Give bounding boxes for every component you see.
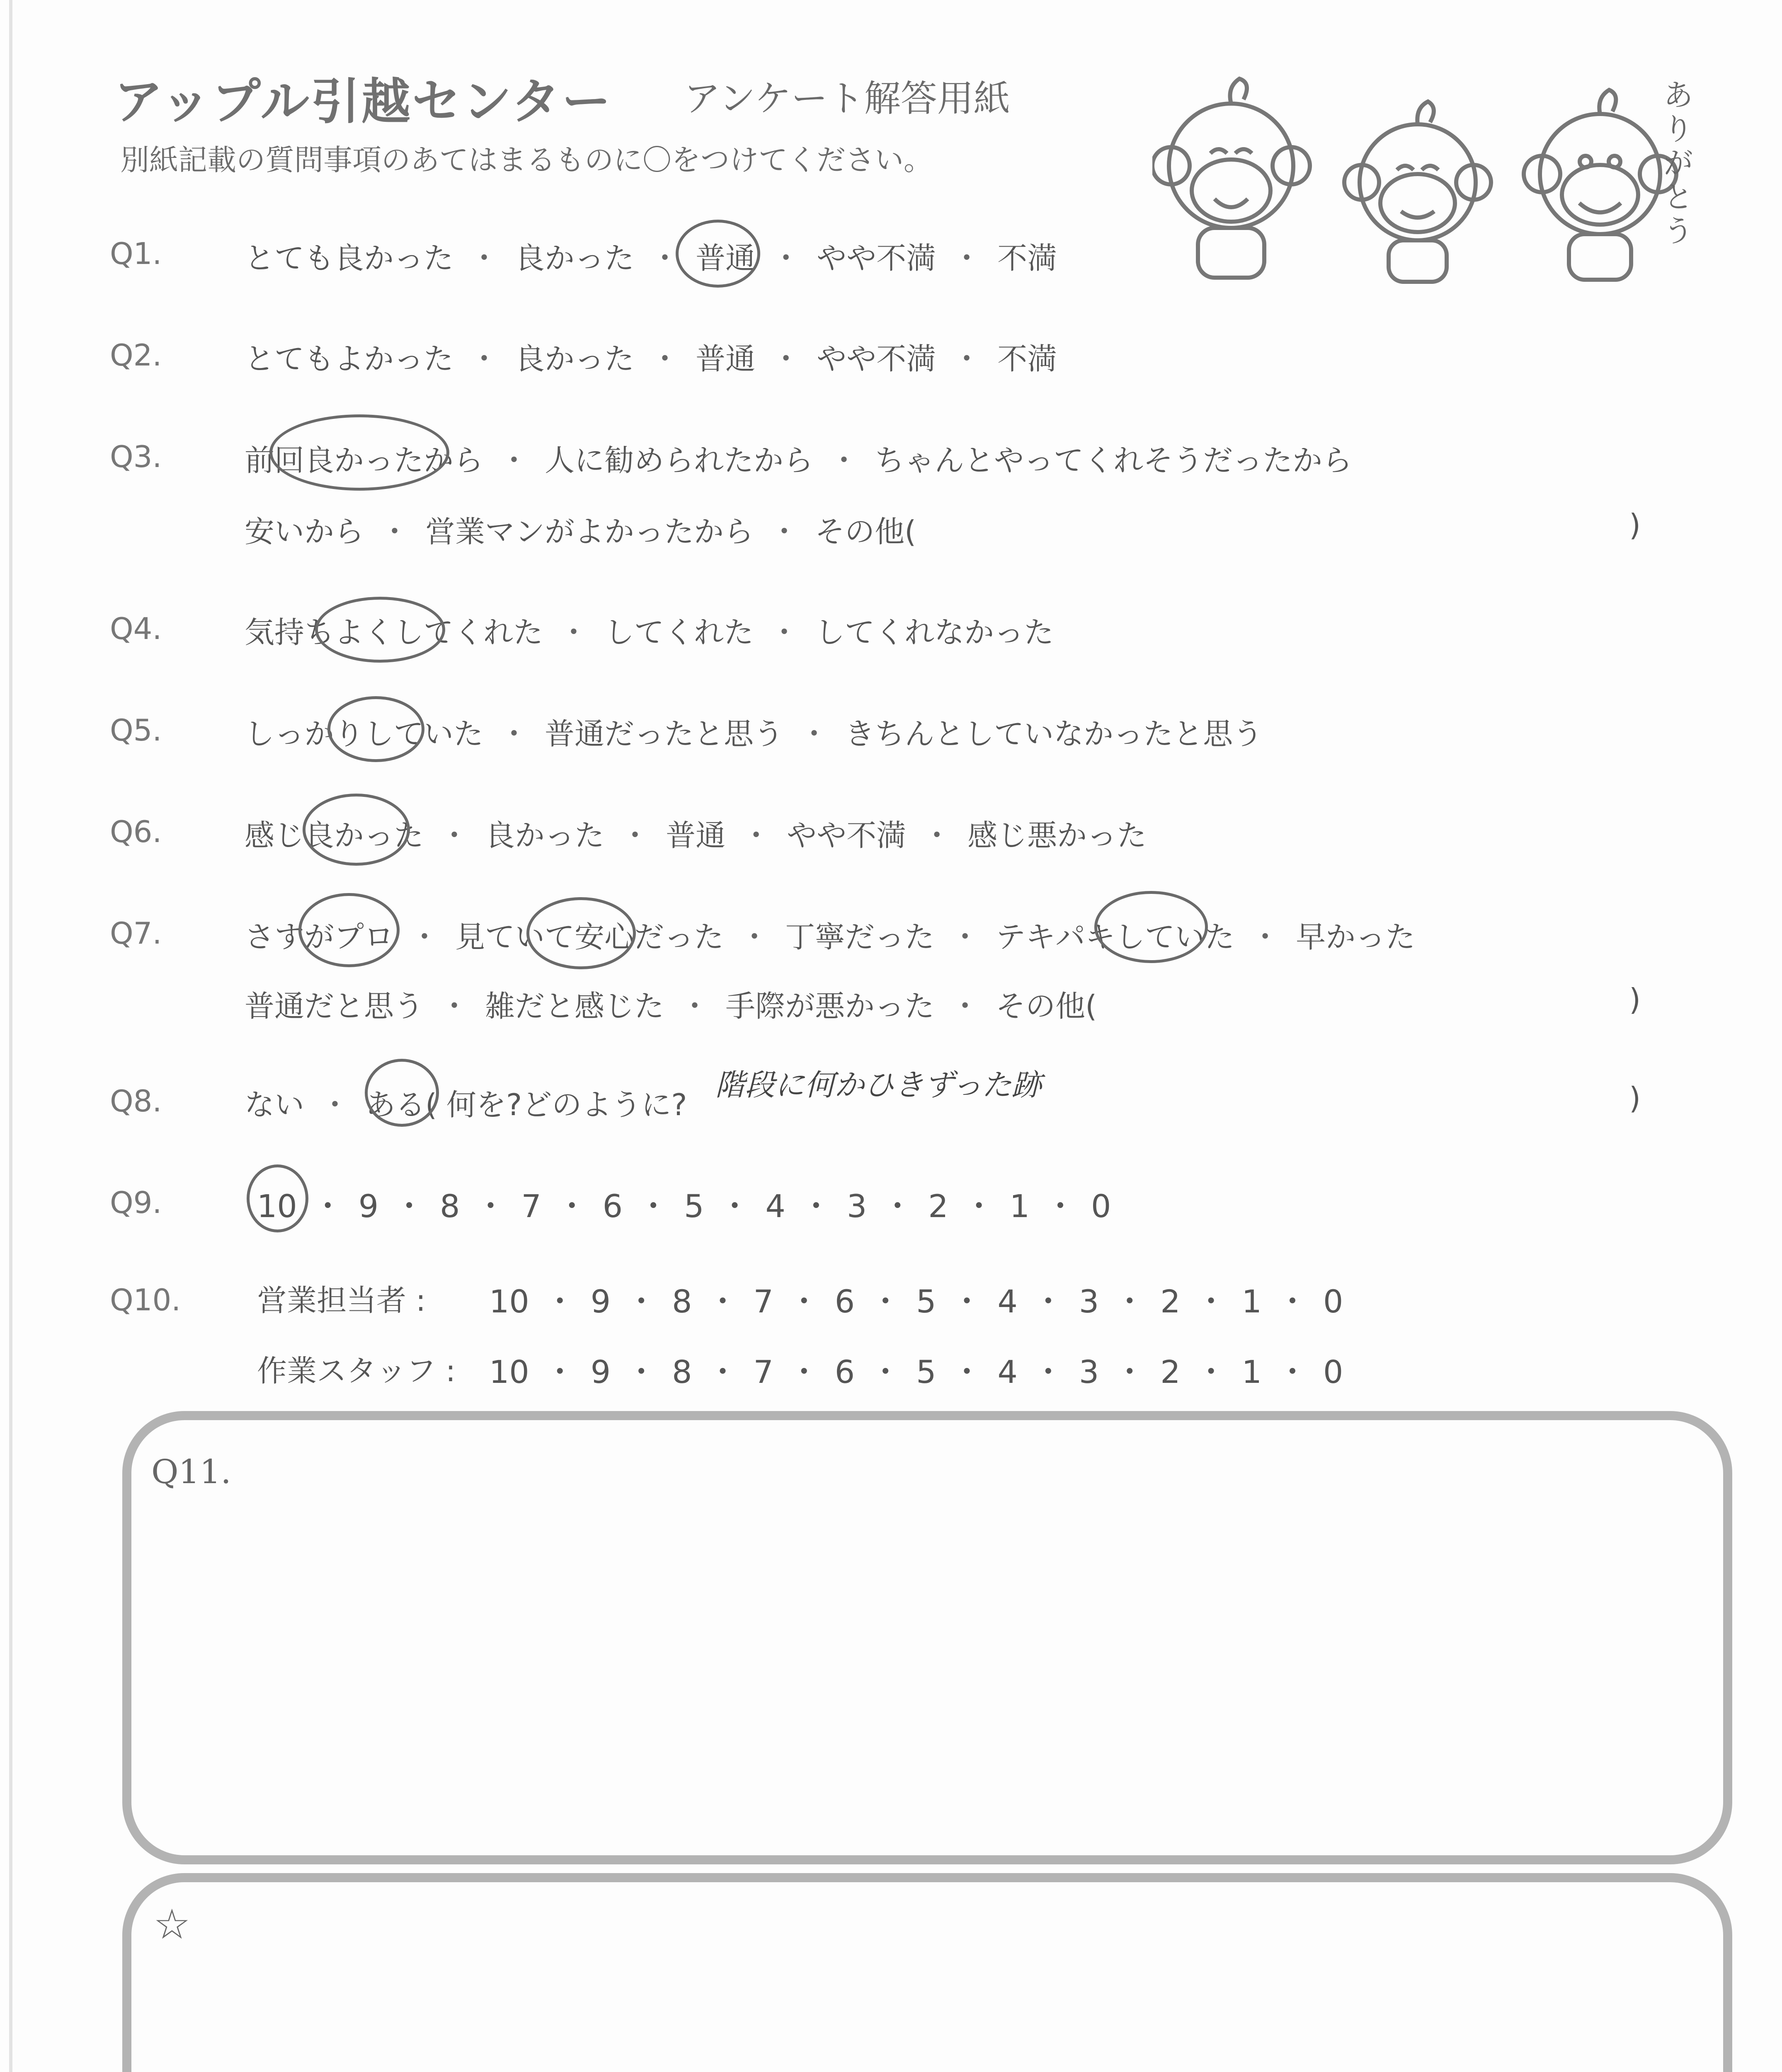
q5-label: Q5.	[110, 713, 162, 748]
option[interactable]: しっかりしていた	[245, 716, 484, 751]
q4-label: Q4.	[110, 611, 162, 646]
option[interactable]: 安いから	[245, 514, 364, 549]
scale-7[interactable]: 7	[753, 1283, 773, 1320]
selection-circle	[303, 794, 410, 866]
option[interactable]: とてもよかった	[245, 341, 454, 376]
close-paren: )	[1629, 1081, 1641, 1116]
scale-4[interactable]: 4	[997, 1283, 1018, 1320]
selection-circle	[327, 696, 424, 762]
scale-4[interactable]: 4	[765, 1188, 786, 1225]
scale-1[interactable]: 1	[1241, 1353, 1262, 1390]
close-paren: )	[1629, 508, 1641, 542]
scale-5[interactable]: 5	[916, 1283, 936, 1320]
monkey-mascots-illustration	[1152, 70, 1700, 286]
q7-options-line2: 普通だと思う ・ 雑だと感じた ・ 手際が悪かった ・ その他(	[245, 982, 1097, 1025]
scale-2[interactable]: 2	[1160, 1353, 1181, 1390]
thanks-text: ありがとう	[1658, 79, 1694, 249]
selection-circle	[298, 893, 400, 967]
selection-circle	[247, 1164, 308, 1232]
selection-circle	[365, 1059, 439, 1127]
scale-5[interactable]: 5	[916, 1353, 936, 1390]
q5-options: しっかりしていた ・ 普通だったと思う ・ きちんとしていなかったと思う	[245, 710, 1263, 753]
q11-comment-box[interactable]	[122, 1411, 1732, 1864]
option[interactable]: 普通	[666, 818, 726, 853]
monkey-mascot-left-icon	[1152, 79, 1310, 278]
option[interactable]: 営業マンがよかったから	[425, 514, 754, 549]
option[interactable]: やや不満	[817, 241, 936, 276]
q2-label: Q2.	[110, 338, 162, 373]
selection-circle	[315, 597, 445, 663]
q10-staff-scale: 10 ・ 9 ・ 8 ・ 7 ・ 6 ・ 5 ・ 4 ・ 3 ・ 2 ・ 1 ・ 0	[489, 1353, 1343, 1390]
q3-label: Q3.	[110, 439, 162, 474]
selection-circle	[526, 897, 636, 969]
close-paren: )	[1629, 982, 1641, 1017]
scale-6[interactable]: 6	[834, 1353, 855, 1390]
instruction-text: 別紙記載の質問事項のあてはまるものに〇をつけてください。	[120, 143, 933, 177]
option[interactable]: 気持ちよくしてくれた	[245, 615, 543, 650]
option[interactable]: やや不満	[787, 818, 907, 853]
scale-4[interactable]: 4	[997, 1353, 1018, 1390]
option[interactable]: 感じ良かった	[245, 818, 424, 853]
option[interactable]: 普通	[696, 241, 756, 276]
q8-label: Q8.	[110, 1084, 162, 1118]
q4-options: 気持ちよくしてくれた ・ してくれた ・ してくれなかった	[245, 608, 1054, 651]
option[interactable]: 良かった	[515, 241, 635, 276]
form-subtitle: アンケート解答用紙	[684, 77, 1010, 120]
option[interactable]: 前回良かったから	[245, 443, 484, 478]
q3-options-line2: 安いから ・ 営業マンがよかったから ・ その他(	[245, 508, 916, 551]
option[interactable]: その他(	[996, 989, 1097, 1024]
q10-sales-scale: 10 ・ 9 ・ 8 ・ 7 ・ 6 ・ 5 ・ 4 ・ 3 ・ 2 ・ 1 ・ 0	[489, 1283, 1343, 1320]
option[interactable]: 良かった	[515, 341, 635, 376]
q11-label: Q11.	[151, 1452, 231, 1491]
scale-2[interactable]: 2	[1160, 1283, 1181, 1320]
option[interactable]: ある( 何を?どのように?	[366, 1087, 687, 1122]
option[interactable]: きちんとしていなかったと思う	[845, 716, 1263, 751]
q1-label: Q1.	[110, 236, 162, 271]
option[interactable]: その他(	[815, 514, 916, 549]
option[interactable]: 良かった	[485, 818, 605, 853]
q8-handwritten-answer: 階段に何かひきずった跡	[715, 1067, 1042, 1102]
q6-label: Q6.	[110, 814, 162, 849]
option[interactable]: やや不満	[817, 341, 936, 376]
q7-options-line1: さすがプロ ・ 見ていて安心だった ・ 丁寧だった ・ テキパキしていた ・ 早かった	[245, 913, 1415, 956]
q7-label: Q7.	[110, 916, 162, 951]
q6-options: 感じ良かった ・ 良かった ・ 普通 ・ やや不満 ・ 感じ悪かった	[245, 811, 1147, 854]
option[interactable]: 人に勧められたから	[545, 443, 814, 478]
scale-10[interactable]: 10	[257, 1188, 297, 1225]
q10-label: Q10.	[110, 1283, 181, 1317]
option[interactable]: 不満	[997, 241, 1057, 276]
scale-10[interactable]: 10	[489, 1353, 529, 1390]
option[interactable]: テキパキしていた	[996, 920, 1235, 954]
scale-0[interactable]: 0	[1323, 1283, 1343, 1320]
option[interactable]: 普通だったと思う	[545, 716, 784, 751]
scale-1[interactable]: 1	[1241, 1283, 1262, 1320]
selection-circle	[1094, 891, 1208, 963]
option[interactable]: してくれなかった	[815, 615, 1054, 650]
q3-options-line1: 前回良かったから ・ 人に勧められたから ・ ちゃんとやってくれそうだったから	[245, 436, 1352, 479]
scale-0[interactable]: 0	[1091, 1188, 1111, 1225]
scale-0[interactable]: 0	[1323, 1353, 1343, 1390]
scale-1[interactable]: 1	[1009, 1188, 1030, 1225]
company-title: アップル引越センター	[114, 73, 613, 130]
option[interactable]: とても良かった	[245, 241, 454, 276]
option[interactable]: 見ていて安心だった	[455, 920, 724, 954]
monkey-mascot-right-icon	[1524, 90, 1676, 280]
option[interactable]: してくれた	[604, 615, 754, 650]
option[interactable]: ちゃんとやってくれそうだったから	[875, 443, 1353, 478]
option[interactable]: さすがプロ	[245, 920, 394, 954]
q9-scale: 10 ・ 9 ・ 8 ・ 7 ・ 6 ・ 5 ・ 4 ・ 3 ・ 2 ・ 1 ・ 0	[257, 1188, 1111, 1225]
scale-6[interactable]: 6	[834, 1283, 855, 1320]
scale-5[interactable]: 5	[684, 1188, 704, 1225]
q9-label: Q9.	[110, 1185, 162, 1220]
scale-3[interactable]: 3	[846, 1188, 867, 1225]
scale-7[interactable]: 7	[753, 1353, 773, 1390]
scale-8[interactable]: 8	[672, 1283, 692, 1320]
q10-staff-label: 作業スタッフ :	[257, 1353, 456, 1388]
star-icon: ☆	[153, 1900, 191, 1949]
scale-9[interactable]: 9	[590, 1283, 611, 1320]
star-comment-box[interactable]	[122, 1873, 1732, 2072]
scale-2[interactable]: 2	[928, 1188, 948, 1225]
scale-10[interactable]: 10	[489, 1283, 529, 1320]
q10-sales-label: 営業担当者 :	[257, 1283, 426, 1318]
monkey-mascot-middle-icon	[1344, 102, 1491, 282]
option[interactable]: 手際が悪かった	[725, 989, 935, 1024]
scale-3[interactable]: 3	[1079, 1353, 1099, 1390]
option[interactable]: 普通だと思う	[245, 989, 424, 1024]
option[interactable]: 丁寧だった	[785, 920, 935, 954]
option[interactable]: 雑だと感じた	[485, 989, 664, 1024]
scan-edge-line	[9, 0, 12, 2072]
scale-8[interactable]: 8	[672, 1353, 692, 1390]
option[interactable]: 不満	[997, 341, 1057, 376]
scale-8[interactable]: 8	[440, 1188, 460, 1225]
q8-options: ない ・ ある( 何を?どのように?	[245, 1081, 687, 1124]
scale-6[interactable]: 6	[602, 1188, 623, 1225]
scale-9[interactable]: 9	[358, 1188, 379, 1225]
selection-circle	[269, 414, 449, 491]
q1-options: とても良かった ・ 良かった ・ 普通 ・ やや不満 ・ 不満	[245, 234, 1057, 277]
option[interactable]: 普通	[696, 341, 756, 376]
option[interactable]: ない	[245, 1087, 305, 1122]
q2-options: とてもよかった ・ 良かった ・ 普通 ・ やや不満 ・ 不満	[245, 335, 1057, 378]
scale-3[interactable]: 3	[1079, 1283, 1099, 1320]
scale-7[interactable]: 7	[521, 1188, 541, 1225]
option[interactable]: 早かった	[1296, 920, 1416, 954]
selection-circle	[676, 220, 760, 288]
option[interactable]: 感じ悪かった	[967, 818, 1147, 853]
scale-9[interactable]: 9	[590, 1353, 611, 1390]
